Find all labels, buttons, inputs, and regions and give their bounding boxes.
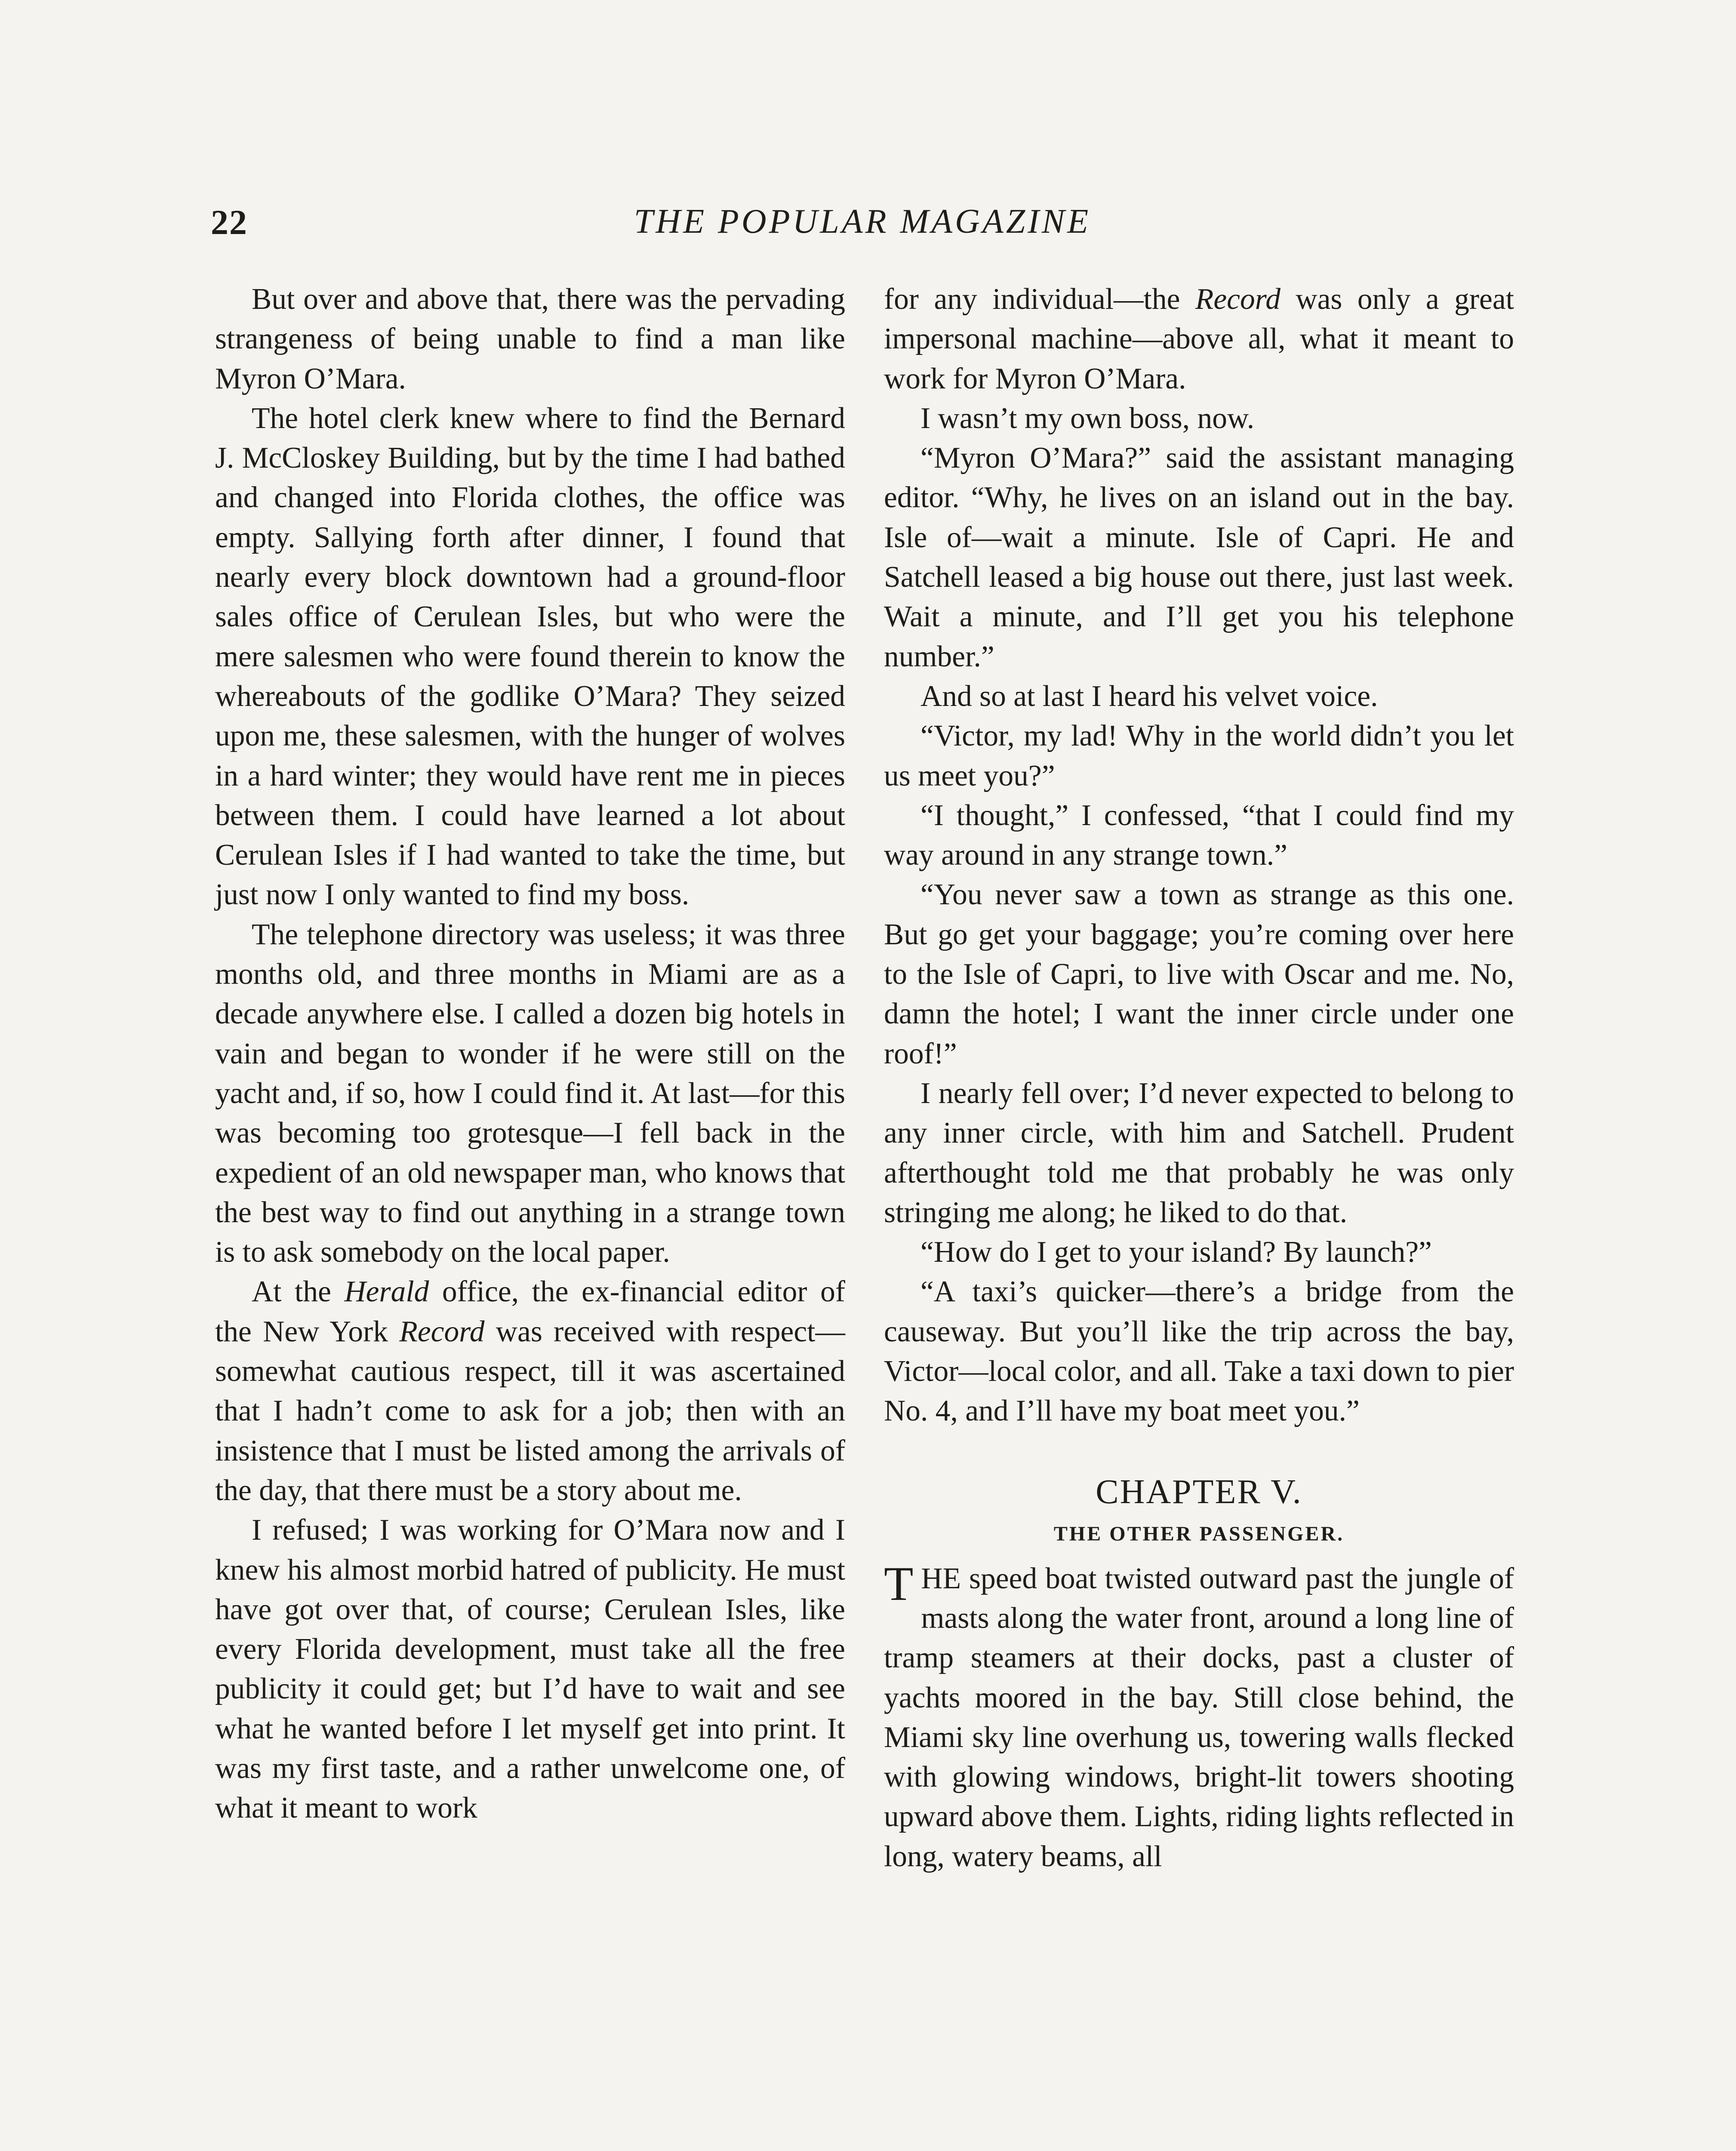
paragraph: “How do I get to your island? By launch?” bbox=[920, 1236, 1432, 1269]
paragraph: “Victor, my lad! Why in the world didn’t you let us meet you?” bbox=[884, 719, 1514, 792]
paragraph: The telephone directory was useless; it was three months old, and three months in Miami are as a decade anywhere else. I called a dozen big hotels in vain and began to wonder if he were still on the yacht and, if so, how I could find it. At last—for this was becoming too grotesque—I fell back in the expedient of an old newspaper man, who knows that the best way to find out anything in a strange town is to ask somebody on the local paper. bbox=[215, 918, 845, 1269]
text-run: was received with respect—somewhat cautious respect, till it was ascertained that I hadn’t come to ask for a job; then with an insistence that I must be listed among the arrivals of the day, that there must be a story about me. bbox=[215, 1315, 845, 1507]
text-run: At the bbox=[252, 1275, 345, 1309]
left-column bbox=[215, 280, 845, 1828]
paragraph: “I thought,” I confessed, “that I could find my way around in any strange town.” bbox=[884, 798, 1514, 872]
paragraph: But over and above that, there was the pervading strangeness of being unable to find a man like Myron O’Mara. bbox=[215, 283, 845, 395]
record-italic: Record bbox=[399, 1315, 485, 1348]
running-head-title: THE POPULAR MAGAZINE bbox=[634, 203, 1091, 240]
page-header bbox=[211, 202, 1514, 258]
text-run: office, the ex-financial editor of the New York bbox=[215, 1275, 845, 1348]
text-run: for any individual—the bbox=[884, 283, 1195, 316]
herald-italic: Herald bbox=[344, 1275, 429, 1309]
right-column bbox=[884, 280, 1514, 1877]
chapter-subtitle: THE OTHER PASSENGER. bbox=[1053, 1522, 1345, 1545]
continued-paragraph bbox=[884, 280, 1514, 399]
paragraph: I nearly fell over; I’d never expected to belong to any inner circle, with him and Satchell. Prudent afterthought told me that probably he was only stringing me along; he liked to do that. bbox=[884, 1076, 1514, 1229]
drop-cap: T bbox=[884, 1557, 914, 1611]
paragraph: I wasn’t my own boss, now. bbox=[920, 401, 1255, 435]
paragraph: I refused; I was working for O’Mara now and I knew his almost morbid hatred of publicity. He must have got over that, of course; Cerulean Isles, like every Florida development, must take all the free publicity it could get; but I’d have to wait and see what he wanted before I let myself get into print. It was my first taste, and a rather unwelcome one, of what it meant to work bbox=[215, 1513, 845, 1825]
text-run: HE speed boat twisted outward past the jungle of masts along the water front, around a long line of tramp steamers at their docks, past a cluster of yachts moored in the bay. Still close behind, the Miami sky line overhung us, towering walls flecked with glowing windows, bright-lit towers shooting upward above them. Lights, riding lights reflected in long, watery beams, all bbox=[884, 1562, 1514, 1873]
page-number: 22 bbox=[211, 203, 248, 242]
paragraph-herald bbox=[215, 1272, 845, 1510]
paragraph: The hotel clerk knew where to find the Bernard J. McCloskey Building, but by the time I had bathed and changed into Florida clothes, the office was empty. Sallying forth after dinner, I found that nearly every block downtown had a ground-floor sales office of Cerulean Isles, but who were the mere salesmen who were found therein to know the whereabouts of the godlike O’Mara? They seized upon me, these salesmen, with the hunger of wolves in a hard winter; they would have rent me in pieces between them. I could have learned a lot about Cerulean Isles if I had wanted to take the time, but just now I only wanted to find my boss. bbox=[215, 401, 845, 912]
chapter-opening-paragraph bbox=[884, 1559, 1514, 1877]
paragraph: And so at last I heard his velvet voice. bbox=[920, 679, 1378, 713]
text-run: was only a great impersonal machine—above all, what it meant to work for Myron O’Mara. bbox=[884, 283, 1514, 395]
chapter-title: CHAPTER V. bbox=[1096, 1473, 1302, 1511]
record-italic: Record bbox=[1195, 283, 1280, 316]
paragraph: “A taxi’s quicker—there’s a bridge from the causeway. But you’ll like the trip across the bay, Victor—local color, and all. Take a taxi down to pier No. 4, and I’ll have my boat meet you.” bbox=[884, 1275, 1514, 1428]
paragraph: “Myron O’Mara?” said the assistant managing editor. “Why, he lives on an island out in the bay. Isle of—wait a minute. Isle of Capri. He and Satchell leased a big house out there, just last week. Wait a minute, and I’ll get you his telephone number.” bbox=[884, 441, 1514, 673]
paragraph: “You never saw a town as strange as this one. But go get your baggage; you’re coming over here to the Isle of Capri, to live with Oscar and me. No, damn the hotel; I want the inner circle under one roof!” bbox=[884, 878, 1514, 1070]
